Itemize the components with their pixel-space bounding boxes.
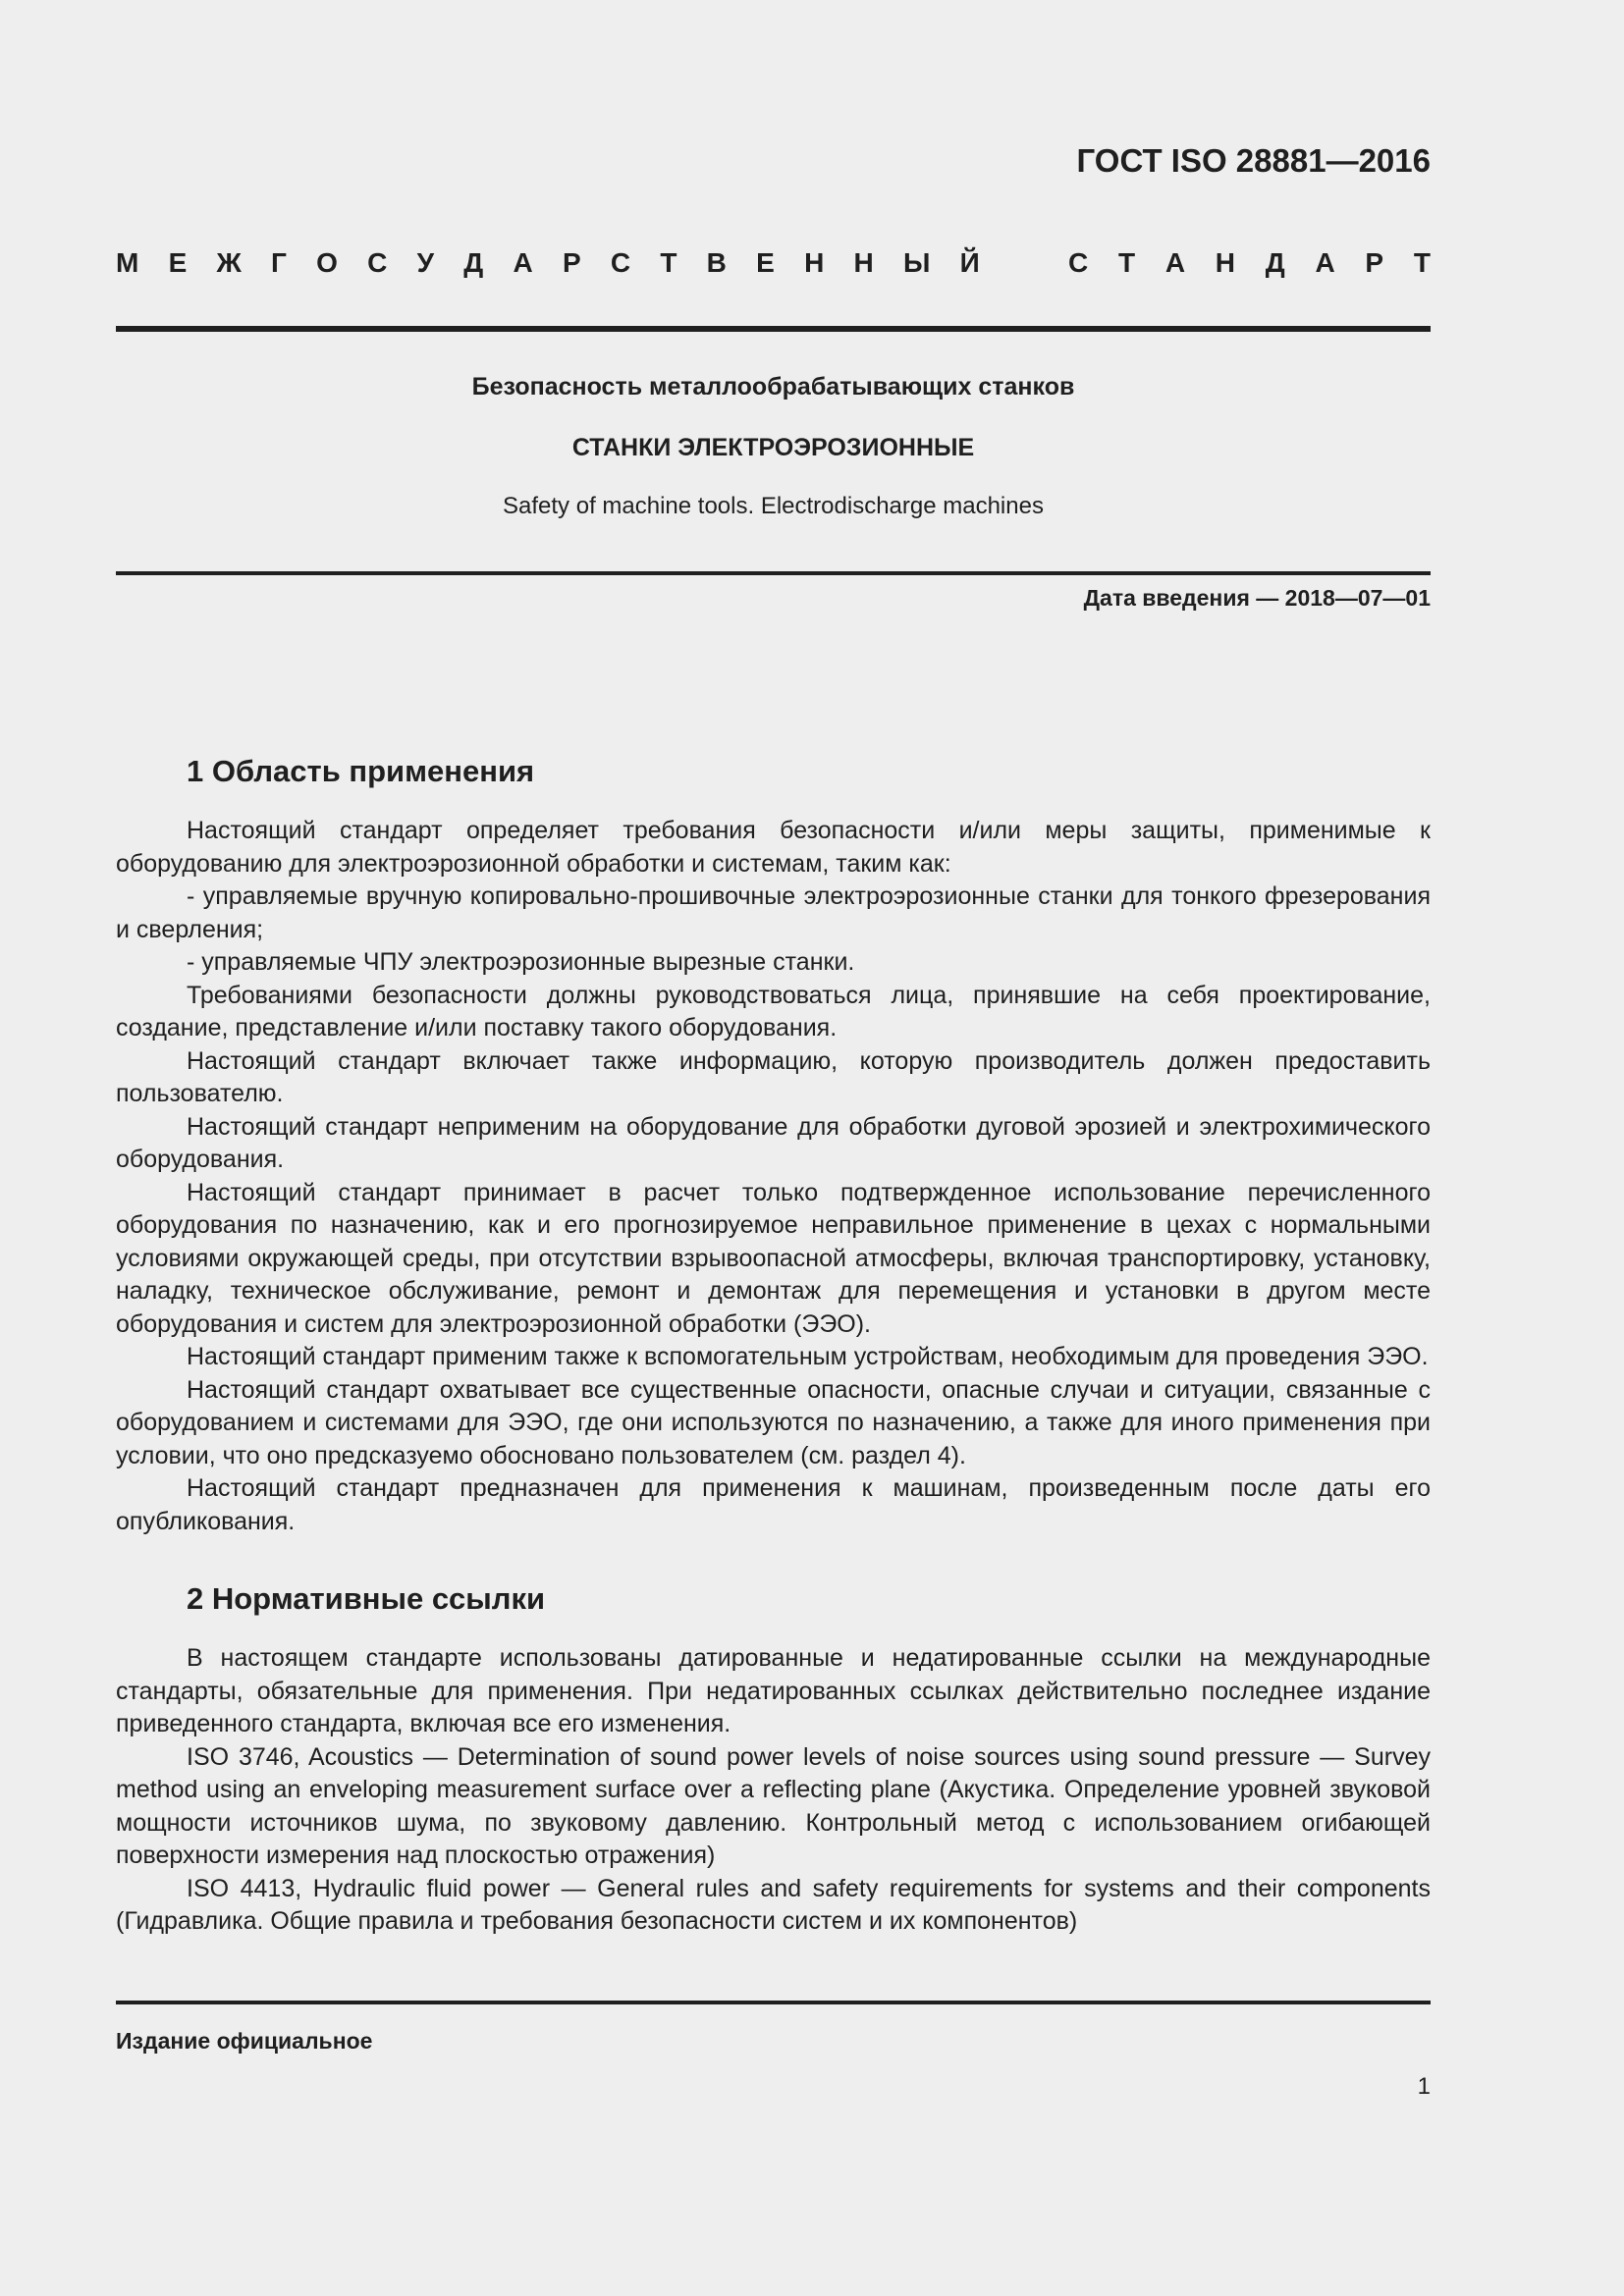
letter: Н xyxy=(1215,247,1236,278)
paragraph: В настоящем стандарте использованы датированные и недатированные ссылки на международные стандарты, обязательные для применения. При недатированных ссылках действительно последнее издание приведенного стандарта, включая все его изменения. xyxy=(116,1644,1431,1737)
list-item: - управляемые ЧПУ электроэрозионные вырезные станки. xyxy=(187,948,855,976)
letter: Е xyxy=(168,247,188,278)
standard-type-heading xyxy=(116,247,1431,279)
letter: С xyxy=(367,247,388,278)
standard-type-word-interstate xyxy=(116,247,980,279)
letter: Ы xyxy=(903,247,931,278)
title-group: Безопасность металлообрабатывающих станков xyxy=(471,373,1075,400)
document-body xyxy=(116,746,1431,1939)
section-heading-normative-references: 2 Нормативные ссылки xyxy=(187,1581,546,1616)
letter: С xyxy=(1068,247,1089,278)
letter: Н xyxy=(804,247,825,278)
document-page xyxy=(116,0,1431,2296)
letter: Р xyxy=(1365,247,1384,278)
letter: Е xyxy=(756,247,775,278)
letter: Г xyxy=(271,247,287,278)
letter: Й xyxy=(959,247,980,278)
letter: Д xyxy=(463,247,484,278)
letter: Ж xyxy=(216,247,242,278)
paragraph: Настоящий стандарт неприменим на оборудование для обработки дуговой эрозией и электрохимического оборудования. xyxy=(116,1112,1431,1173)
letter: А xyxy=(513,247,533,278)
page-number: 1 xyxy=(1417,2073,1431,2100)
paragraph: Настоящий стандарт применим также к вспомогательным устройствам, необходимым для проведения ЭЭО. xyxy=(187,1343,1429,1370)
paragraph: Требованиями безопасности должны руководствоваться лица, принявшие на себя проектирование, создание, представление и/или поставку такого оборудования. xyxy=(116,981,1431,1041)
document-code: ГОСТ ISO 28881—2016 xyxy=(1076,142,1431,179)
letter: Р xyxy=(562,247,581,278)
footer-divider xyxy=(116,2001,1431,2004)
letter: Т xyxy=(1413,247,1431,278)
letter: В xyxy=(706,247,727,278)
title-divider xyxy=(116,571,1431,575)
reference-item: ISO 3746, Acoustics — Determination of sound power levels of noise sources using sound pressure — Survey method using an enveloping measurement surface over a reflecting plane (Акустика. Определение уровней звуковой мощности источников шума, по звуковому давлению. Контрольный метод с использованием огибающей поверхности измерения над плоскостью отражения) xyxy=(116,1742,1431,1869)
letter: Д xyxy=(1265,247,1285,278)
paragraph: Настоящий стандарт принимает в расчет только подтвержденное использование перечисленного оборудования по назначению, как и его прогнозируемое неправильное применение в цехах с нормальными условиями окружающей среды, при отсутствии взрывоопасной атмосферы, включая транспортировку, установку, наладку, техническое обслуживание, ремонт и демонтаж для перемещения и установки в другом месте оборудования и систем для электроэрозионной обработки (ЭЭО). xyxy=(116,1178,1431,1338)
reference-item: ISO 4413, Hydraulic fluid power — General rules and safety requirements for systems and their components (Гидравлика. Общие правила и требования безопасности систем и их компонентов) xyxy=(116,1874,1431,1935)
letter: А xyxy=(1164,247,1186,278)
letter: Т xyxy=(660,247,677,278)
title-main: СТАНКИ ЭЛЕКТРОЭРОЗИОННЫЕ xyxy=(571,434,975,461)
paragraph: Настоящий стандарт охватывает все существенные опасности, опасные случаи и ситуации, связанные с оборудованием и системами для ЭЭО, где они используются по назначению, а также для иного применения при условии, что оно предсказуемо обосновано пользователем (см. раздел 4). xyxy=(116,1375,1431,1469)
letter: Н xyxy=(853,247,874,278)
title-english: Safety of machine tools. Electrodischarge machines xyxy=(503,493,1044,519)
paragraph: Настоящий стандарт определяет требования безопасности и/или меры защиты, применимые к оборудованию для электроэрозионной обработки и системам, таким как: xyxy=(116,817,1431,878)
paragraph: Настоящий стандарт предназначен для применения к машинам, произведенным после даты его опубликования. xyxy=(116,1474,1431,1535)
letter: У xyxy=(416,247,435,278)
standard-type-word-standard xyxy=(1068,247,1431,279)
letter: О xyxy=(316,247,338,278)
section-heading-scope: 1 Область применения xyxy=(187,754,535,788)
official-edition-label: Издание официальное xyxy=(116,2028,373,2054)
letter: С xyxy=(610,247,631,278)
introduction-date: Дата введения — 2018—07—01 xyxy=(1083,585,1431,611)
header-divider xyxy=(116,326,1431,332)
paragraph: Настоящий стандарт включает также информацию, которую производитель должен предоставить пользователю. xyxy=(116,1046,1431,1107)
title-block xyxy=(116,363,1431,532)
list-item: - управляемые вручную копировально-прошивочные электроэрозионные станки для тонкого фрезерования и сверления; xyxy=(116,882,1431,943)
letter: М xyxy=(116,247,139,278)
letter: Т xyxy=(1117,247,1136,278)
letter: А xyxy=(1315,247,1335,278)
